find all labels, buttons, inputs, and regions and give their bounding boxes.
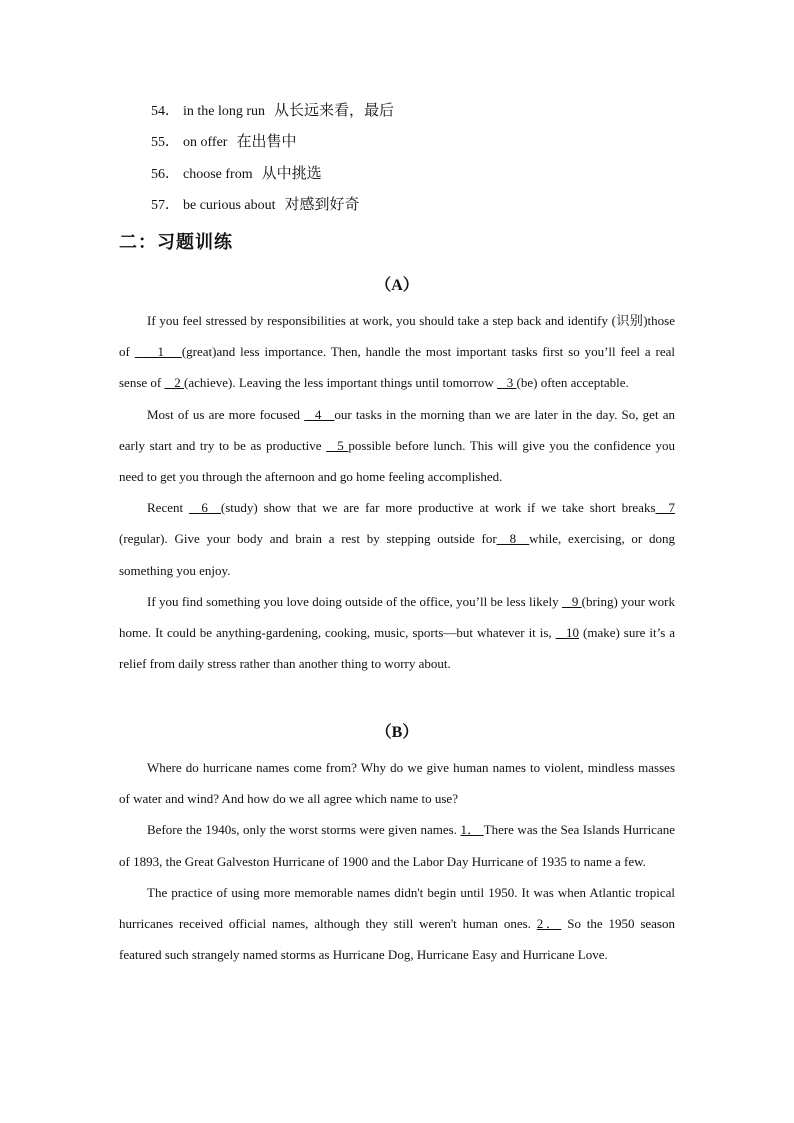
text-run: Most of us are more focused bbox=[147, 406, 305, 422]
text-run: (great)and less importance. Then, handle the most important tasks first so you’ll feel a real sense of bbox=[119, 344, 675, 391]
passage-a bbox=[119, 305, 675, 679]
vocab-number: 57． bbox=[151, 197, 179, 213]
section-title: 二：习题训练 bbox=[119, 232, 233, 252]
blank-7: __7 bbox=[655, 500, 676, 516]
vocab-chinese: 对感到好奇 bbox=[284, 196, 360, 213]
blank-b1: 1． bbox=[460, 822, 484, 838]
passage-b-paragraph-1: Where do hurricane names come from? Why do we give human names to violent, mindless masses of water and wind? And how do we all agree which name to use? bbox=[119, 760, 675, 807]
blank-3: _3 bbox=[497, 375, 517, 391]
text-run: If you feel stressed by responsibilities at work, you should take a step back and identify (识别)those of bbox=[119, 313, 675, 360]
blank-2: _2 bbox=[164, 375, 184, 391]
passage-a-paragraph-4 bbox=[119, 586, 675, 680]
text-run: Before the 1940s, only the worst storms were given names. bbox=[147, 822, 461, 838]
vocab-item-56 bbox=[151, 162, 394, 193]
text-run: So the 1950 season featured such strangely named storms as Hurricane Dog, Hurricane Easy and Hurricane Love. bbox=[119, 916, 675, 963]
text-run: possible before lunch. This will give you the confidence you need to get you through the afternoon and go home feeling accomplished. bbox=[119, 437, 675, 485]
vocab-number: 55． bbox=[151, 135, 179, 151]
text-run: while, exercising, or dong something you enjoy. bbox=[119, 531, 675, 578]
blank-8: __8__ bbox=[496, 531, 530, 547]
vocab-english: choose from bbox=[183, 166, 253, 182]
part-a-heading: （A） bbox=[375, 277, 419, 294]
vocab-english: be curious about bbox=[183, 197, 276, 213]
vocab-chinese: 从中挑选 bbox=[261, 165, 322, 182]
blank-5: _5 bbox=[326, 437, 349, 453]
text-run: Recent bbox=[147, 500, 189, 516]
passage-b-paragraph-2 bbox=[119, 814, 675, 876]
passage-b-paragraph-3 bbox=[119, 877, 675, 971]
text-run: If you find something you love doing outside of the office, you’ll be less likely bbox=[147, 593, 562, 609]
text-run: (make) sure it’s a relief from daily stress rather than another thing to worry about. bbox=[119, 625, 675, 672]
passage-a-paragraph-3 bbox=[119, 492, 675, 586]
vocab-chinese: 在出售中 bbox=[236, 134, 297, 151]
vocab-item-54 bbox=[151, 99, 394, 130]
blank-10: _10 bbox=[555, 625, 580, 641]
vocab-list bbox=[151, 99, 394, 224]
part-b-heading: （B） bbox=[375, 724, 419, 741]
text-run: (bring) your work home. It could be anything-gardening, cooking, music, sports—but whatever it is, bbox=[119, 593, 676, 641]
text-run: There was the Sea Islands Hurricane of 1893, the Great Galveston Hurricane of 1900 and the Labor Day Hurricane of 1935 to name a few. bbox=[119, 822, 675, 869]
vocab-english: on offer bbox=[183, 135, 228, 151]
vocab-number: 56． bbox=[151, 166, 179, 182]
text-run: our tasks in the morning than we are later in the day. So, get an early start and try to be as productive bbox=[119, 406, 676, 453]
text-run: (be) often acceptable. bbox=[516, 375, 629, 391]
text-run: (achieve). Leaving the less important things until tomorrow bbox=[184, 375, 498, 391]
blank-b2: 2． bbox=[536, 916, 562, 932]
passage-a-paragraph-1 bbox=[119, 305, 675, 399]
vocab-number: 54． bbox=[151, 104, 179, 119]
blank-6: _6__ bbox=[188, 500, 221, 516]
text-run: The practice of using more memorable names didn't begin until 1950. It was when Atlantic tropical hurricanes received official names, although they still weren't human ones. bbox=[119, 884, 675, 932]
vocab-item-57 bbox=[151, 193, 394, 224]
blank-4: _4__ bbox=[304, 406, 335, 422]
passage-a-paragraph-2 bbox=[119, 399, 675, 493]
blank-9: _9 bbox=[561, 593, 582, 609]
text-run: (study) show that we are far more productive at work if we take short breaks bbox=[220, 500, 656, 516]
vocab-english: in the long run bbox=[183, 104, 266, 119]
passage-b bbox=[119, 752, 675, 970]
vocab-item-55 bbox=[151, 130, 394, 161]
vocab-chinese: 从长远来看，最后 bbox=[274, 103, 395, 119]
blank-1: __1__ bbox=[134, 344, 182, 360]
text-run: (regular). Give your body and brain a rest by stepping outside for bbox=[119, 531, 497, 547]
